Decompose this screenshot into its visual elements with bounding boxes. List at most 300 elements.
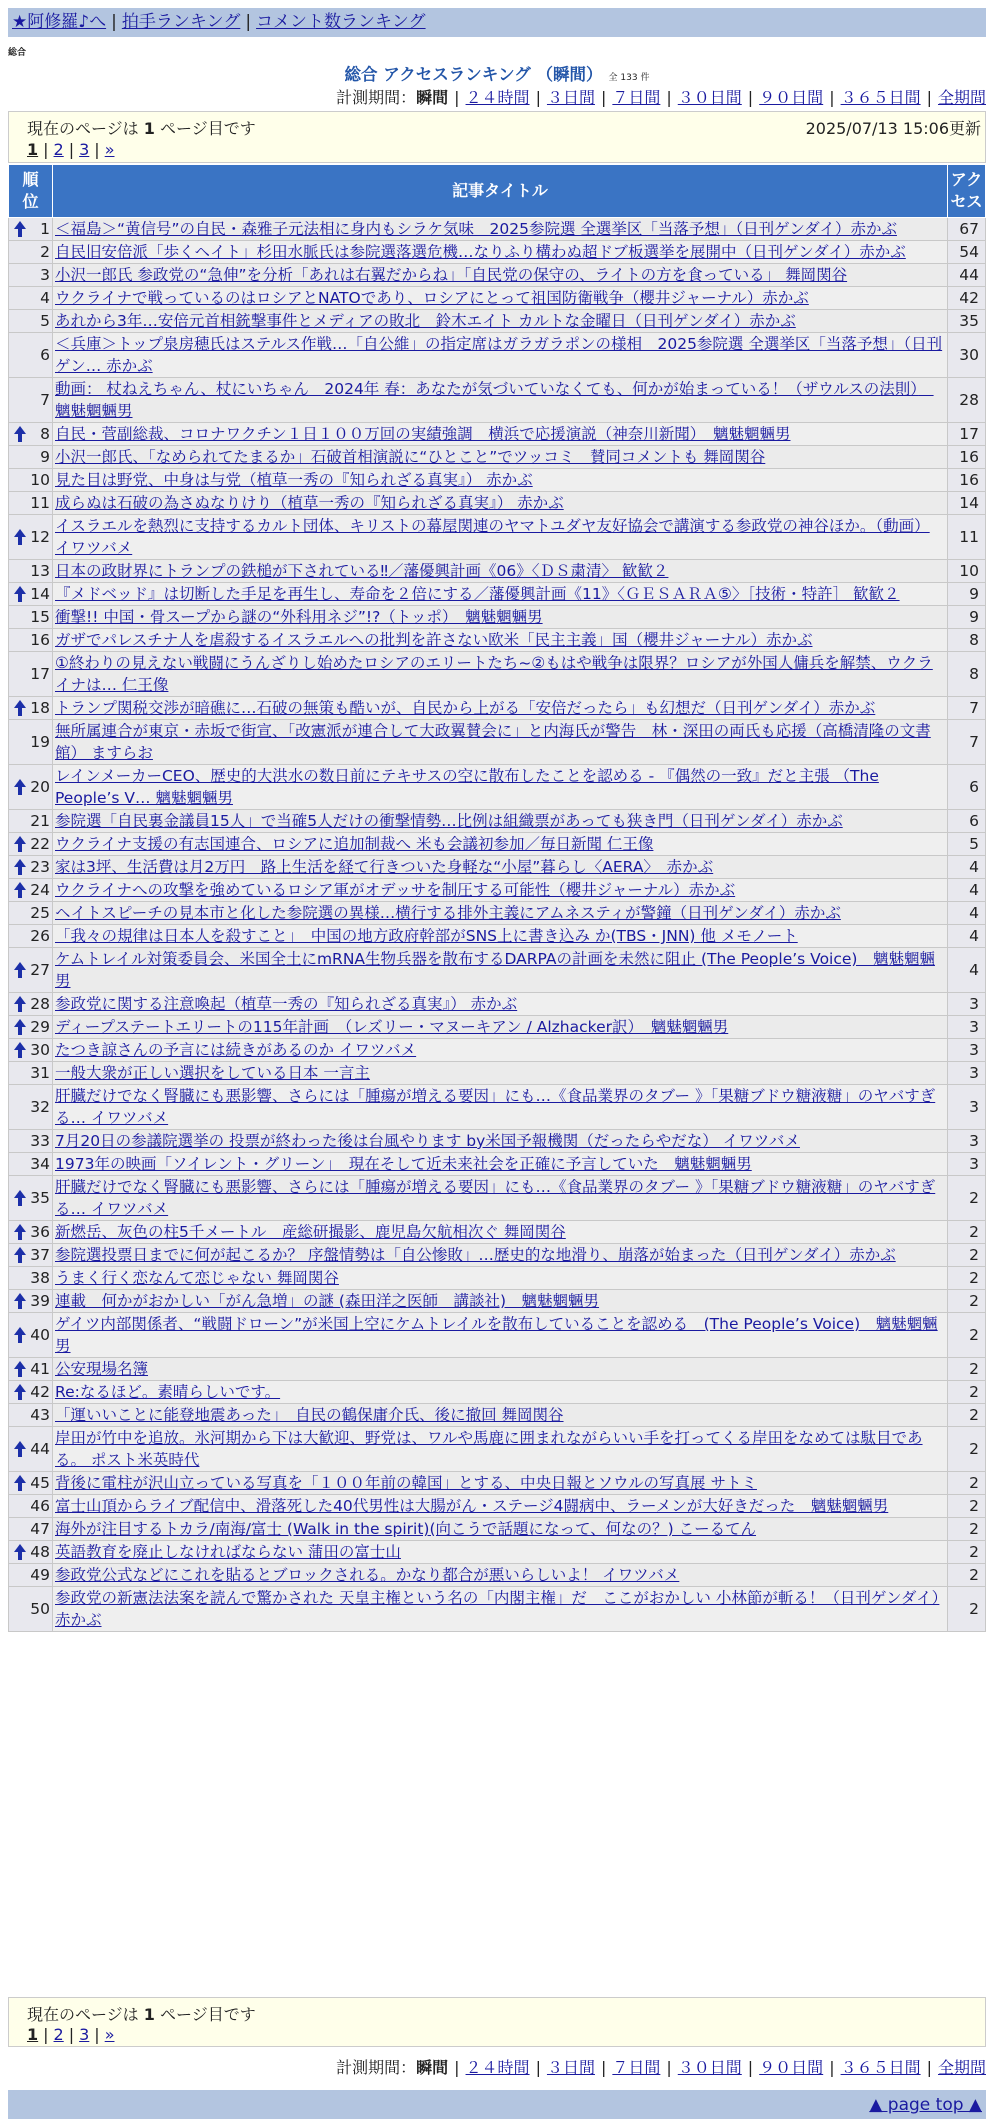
access-count: 3	[948, 1130, 986, 1153]
rank-number: 20	[30, 778, 50, 796]
rank-number: 22	[30, 835, 50, 853]
rank-cell	[9, 378, 53, 423]
rank-cell	[9, 583, 53, 606]
title-cell	[53, 1062, 948, 1085]
rank-up-arrow-icon	[13, 585, 27, 603]
period-link-6[interactable]: 全期間	[937, 2058, 986, 2077]
title-cell	[53, 697, 948, 720]
access-count: 5	[948, 833, 986, 856]
title-cell	[53, 993, 948, 1016]
period-link-3[interactable]: ３０日間	[677, 88, 742, 107]
page-link-1[interactable]: 2	[53, 140, 64, 159]
article-link[interactable]: ディープステートエリートの115年計画 （レズリー・マヌーキアン / Alzhacker訳） 魑魅魍魎男	[55, 1018, 729, 1036]
rank-number: 25	[30, 904, 50, 922]
page-link-3[interactable]: »	[104, 2025, 115, 2044]
access-count: 4	[948, 948, 986, 993]
title-cell	[53, 902, 948, 925]
rank-number: 37	[30, 1246, 50, 1264]
article-link[interactable]: たつき諒さんの予言には続きがあるのか イワツバメ	[55, 1041, 417, 1059]
comment-ranking-link[interactable]: コメント数ランキング	[256, 12, 426, 32]
rank-cell	[9, 1290, 53, 1313]
article-link[interactable]: Re:なるほど。素晴らしいです。	[55, 1383, 281, 1401]
table-row	[9, 1358, 986, 1381]
article-link[interactable]: 日本の政財界にトランプの鉄槌が下されている‼／藩優興計画《06》〈ＤＳ粛清〉 歓歓２	[55, 562, 669, 580]
access-count: 2	[948, 1221, 986, 1244]
page-link-3[interactable]: »	[104, 140, 115, 159]
article-link[interactable]: 肝臓だけでなく腎臓にも悪影響、さらには「腫瘍が増える要因」にも…《食品業界のタブー 》「果糖ブドウ糖液糖」のヤバすぎる… イワツバメ	[55, 1087, 936, 1127]
article-link[interactable]: 見た目は野党、中身は与党（植草一秀の『知られざる真実』） 赤かぶ	[55, 471, 533, 489]
rank-number: 39	[30, 1292, 50, 1310]
access-count: 4	[948, 925, 986, 948]
separator: |	[535, 2058, 541, 2077]
table-row	[9, 1062, 986, 1085]
table-row	[9, 1244, 986, 1267]
access-count: 2	[948, 1587, 986, 1632]
page-current-number: 1	[27, 2025, 39, 2044]
access-count: 2	[948, 1404, 986, 1427]
access-count: 7	[948, 697, 986, 720]
rank-cell	[9, 1267, 53, 1290]
access-count: 7	[948, 720, 986, 765]
table-row	[9, 810, 986, 833]
rank-up-arrow-icon	[13, 1474, 27, 1492]
separator: |	[94, 2025, 100, 2044]
page-link-2[interactable]: 3	[79, 2025, 90, 2044]
updated-time: 2025/07/13 15:06更新	[805, 119, 981, 138]
article-link[interactable]: ケムトレイル対策委員会、米国全土にmRNA生物兵器を散布するDARPAの計画を未然に阻止 (The People’s Voice) 魑魅魍魎男	[55, 950, 935, 990]
current-page-number: 1	[143, 119, 155, 138]
table-row	[9, 993, 986, 1016]
rank-up-arrow-icon	[13, 995, 27, 1013]
rank-cell	[9, 1221, 53, 1244]
table-row	[9, 310, 986, 333]
title-cell	[53, 241, 948, 264]
period-link-0[interactable]: ２４時間	[465, 88, 530, 107]
rank-up-arrow-icon	[13, 1292, 27, 1310]
access-count: 9	[948, 583, 986, 606]
current-page-prefix: 現在のページは	[27, 119, 144, 138]
article-link[interactable]: 参院選「自民裏金議員15人」で当確5人だけの衝撃情勢…比例は組織票があっても狭き門（日刊ゲンダイ）赤かぶ	[55, 812, 843, 830]
rank-up-arrow-icon	[13, 1246, 27, 1264]
applause-ranking-link[interactable]: 拍手ランキング	[121, 12, 241, 32]
title-cell	[53, 1085, 948, 1130]
rank-up-arrow-icon	[13, 1440, 27, 1458]
article-link[interactable]: ヘイトスピーチの見本市と化した参院選の異様…横行する排外主義にアムネスティが警鐘（日刊ゲンダイ）赤かぶ	[55, 904, 841, 922]
article-link[interactable]: 「運いいことに能登地震あった」 自民の鶴保庸介氏、後に撤回 舞岡関谷	[55, 1406, 564, 1424]
rank-number: 48	[30, 1543, 50, 1561]
table-row	[9, 1587, 986, 1632]
rank-up-arrow-icon	[13, 1543, 27, 1561]
access-count: 4	[948, 856, 986, 879]
separator: |	[666, 88, 672, 107]
top-nav	[8, 8, 986, 37]
rank-number: 35	[30, 1189, 50, 1207]
rank-cell	[9, 720, 53, 765]
title-cell	[53, 515, 948, 560]
article-link[interactable]: 動画： 杖ねえちゃん、杖にいちゃん 2024年 春：あなたが気づいていなくても、何かが始まっている！（ザウルスの法則） 魑魅魍魎男	[55, 380, 934, 420]
rank-cell	[9, 423, 53, 446]
rank-number: 21	[30, 812, 50, 830]
rank-up-arrow-icon	[13, 1189, 27, 1207]
table-row	[9, 446, 986, 469]
title-cell	[53, 765, 948, 810]
article-link[interactable]: ＜兵庫＞トップ泉房穂氏はステルス作戦…「自公維」の指定席はガラガラポンの様相 2025参院選 全選挙区「当落予想」（日刊ゲン… 赤かぶ	[55, 335, 943, 375]
access-count: 2	[948, 1381, 986, 1404]
rank-up-arrow-icon	[13, 220, 27, 238]
title-cell	[53, 1472, 948, 1495]
rank-cell	[9, 993, 53, 1016]
article-link[interactable]: 連載 何かがおかしい「がん急増」の謎 (森田洋之医師 講談社) 魑魅魍魎男	[55, 1292, 600, 1310]
page-top-link[interactable]: ▲ page top ▲	[869, 2095, 982, 2115]
separator: |	[829, 88, 835, 107]
title-cell	[53, 1495, 948, 1518]
title-cell	[53, 583, 948, 606]
title-cell	[53, 218, 948, 241]
rank-up-arrow-icon	[13, 528, 27, 546]
article-link[interactable]: イスラエルを熱烈に支持するカルト団体、キリストの幕屋関連のヤマトユダヤ友好協会で講演する参政党の神谷ほか。（動画） イワツバメ	[55, 517, 930, 557]
page-link-1[interactable]: 2	[53, 2025, 64, 2044]
current-page-number: 1	[143, 2005, 155, 2024]
table-row	[9, 925, 986, 948]
access-count: 3	[948, 1153, 986, 1176]
article-link[interactable]: 肝臓だけでなく腎臓にも悪影響、さらには「腫瘍が増える要因」にも…《食品業界のタブー 》「果糖ブドウ糖液糖」のヤバすぎる… イワツバメ	[55, 1178, 936, 1218]
article-link[interactable]: 背後に電柱が沢山立っている写真を「１００年前の韓国」とする、中央日報とソウルの写真展 サトミ	[55, 1474, 757, 1492]
period-link-3[interactable]: ３０日間	[677, 2058, 742, 2077]
title-cell	[53, 560, 948, 583]
rank-number: 46	[30, 1497, 50, 1515]
title-cell	[53, 856, 948, 879]
table-row	[9, 1153, 986, 1176]
title-cell	[53, 1313, 948, 1358]
rank-number: 13	[30, 562, 50, 580]
period-link-2[interactable]: ７日間	[612, 2058, 661, 2077]
rank-cell	[9, 1541, 53, 1564]
rank-number: 38	[30, 1269, 50, 1287]
rank-cell	[9, 1130, 53, 1153]
article-link[interactable]: 「我々の規律は日本人を殺すこと」 中国の地方政府幹部がSNS上に書き込み か(TBS・JNN) 他 メモノート	[55, 927, 798, 945]
access-count: 54	[948, 241, 986, 264]
access-count: 28	[948, 378, 986, 423]
article-link[interactable]: 参政党に関する注意喚起（植草一秀の『知られざる真実』） 赤かぶ	[55, 995, 518, 1013]
article-link[interactable]: レインメーカーCEO、歴史的大洪水の数日前にテキサスの空に散布したことを認める - 『偶然の一致』だと主張 （The People’s V… 魑魅魍魎男	[55, 767, 879, 807]
article-link[interactable]: ウクライナへの攻撃を強めているロシア軍がオデッサを制圧する可能性（櫻井ジャーナル）赤かぶ	[55, 881, 736, 899]
title-cell	[53, 720, 948, 765]
article-link[interactable]: 家は3坪、生活費は月2万円 路上生活を経て行きついた身軽な“小屋”暮らし〈AERA〉 赤かぶ	[55, 858, 714, 876]
rank-number: 50	[30, 1600, 50, 1618]
rank-number: 3	[40, 266, 50, 284]
access-count: 17	[948, 423, 986, 446]
title-cell	[53, 1290, 948, 1313]
article-link[interactable]: 1973年の映画「ソイレント・グリーン」 現在そして近未来社会を正確に予言していた 魑魅魍魎男	[55, 1155, 752, 1173]
article-link[interactable]: 参院選投票日までに何が起こるか？ 序盤情勢は「自公惨敗」…歴史的な地滑り、崩落が始まった（日刊ゲンダイ）赤かぶ	[55, 1246, 896, 1264]
access-count: 30	[948, 333, 986, 378]
page-link-2[interactable]: 3	[79, 140, 90, 159]
access-count: 8	[948, 652, 986, 697]
page-title	[0, 61, 994, 85]
access-count: 3	[948, 993, 986, 1016]
separator: |	[43, 140, 49, 159]
rank-up-arrow-icon	[13, 1018, 27, 1036]
rank-cell	[9, 1313, 53, 1358]
title-cell	[53, 1153, 948, 1176]
article-link[interactable]: ウクライナ支援の有志国連合、ロシアに追加制裁へ 米も会議初参加／毎日新聞 仁王像	[55, 835, 654, 853]
rank-cell	[9, 287, 53, 310]
rank-cell	[9, 1564, 53, 1587]
article-link[interactable]: 公安現場名簿	[55, 1360, 149, 1378]
table-row	[9, 1016, 986, 1039]
separator: |	[926, 2058, 932, 2077]
rank-number: 34	[30, 1155, 50, 1173]
title-cell	[53, 264, 948, 287]
rank-up-arrow-icon	[13, 778, 27, 796]
title-cell	[53, 1244, 948, 1267]
rank-number: 4	[40, 289, 50, 307]
article-link[interactable]: 衝撃!! 中国・骨スープから謎の“外科用ネジ”!?（トッポ） 魑魅魍魎男	[55, 608, 543, 626]
rank-cell	[9, 1427, 53, 1472]
rank-number: 49	[30, 1566, 50, 1584]
title-cell	[53, 1130, 948, 1153]
rank-cell	[9, 1587, 53, 1632]
rank-number: 27	[30, 961, 50, 979]
article-link[interactable]: 新燃岳、灰色の柱5千メートル 産総研撮影、鹿児島欠航相次ぐ 舞岡関谷	[55, 1223, 566, 1241]
access-count: 44	[948, 264, 986, 287]
title-cell	[53, 1541, 948, 1564]
article-link[interactable]: 英語教育を廃止しなければならない 蒲田の富士山	[55, 1543, 401, 1561]
table-row	[9, 515, 986, 560]
article-link[interactable]: ①終わりの見えない戦闘にうんざりし始めたロシアのエリートたち~②もはや戦争は限界？ロシアが外国人傭兵を解禁、ウクライナは… 仁王像	[55, 654, 933, 694]
current-page-prefix: 現在のページは	[27, 2005, 144, 2024]
access-count: 2	[948, 1176, 986, 1221]
rank-number: 24	[30, 881, 50, 899]
table-row	[9, 1290, 986, 1313]
title-cell	[53, 879, 948, 902]
rank-cell	[9, 1062, 53, 1085]
article-link[interactable]: 富士山頂からライブ配信中、滑落死した40代男性は大腸がん・ステージ4闘病中、ラーメンが大好きだった 魑魅魍魎男	[55, 1497, 889, 1515]
table-row	[9, 241, 986, 264]
article-link[interactable]: 小沢一郎氏 参政党の“急伸”を分析「あれは右翼だからね」「自民党の保守の、ライトの方を食っている」 舞岡関谷	[55, 266, 848, 284]
access-count: 9	[948, 606, 986, 629]
article-link[interactable]: ゲイツ内部関係者、“戦闘ドローン”が米国上空にケムトレイルを散布していることを認める (The People’s Voice) 魑魅魍魎男	[55, 1315, 938, 1355]
table-row	[9, 264, 986, 287]
header-rank	[9, 165, 53, 218]
article-link[interactable]: 参政党公式などにこれを貼るとブロックされる。かなり都合が悪いらしいよ！ イワツバメ	[55, 1566, 680, 1584]
period-label: 計測期間：	[336, 88, 417, 107]
separator: |	[926, 88, 932, 107]
rank-up-arrow-icon	[13, 425, 27, 443]
rank-up-arrow-icon	[13, 858, 27, 876]
rank-number: 17	[30, 665, 50, 683]
title-cell	[53, 1564, 948, 1587]
period-link-4[interactable]: ９０日間	[759, 2058, 824, 2077]
title-cell	[53, 310, 948, 333]
rank-number: 5	[40, 312, 50, 330]
title-cell	[53, 1039, 948, 1062]
rank-cell	[9, 810, 53, 833]
rank-cell	[9, 1518, 53, 1541]
title-cell	[53, 948, 948, 993]
table-row	[9, 606, 986, 629]
article-link[interactable]: 一般大衆が正しい選択をしている日本 一言主	[55, 1064, 370, 1082]
access-count: 14	[948, 492, 986, 515]
article-link[interactable]: あれから3年…安倍元首相銃撃事件とメディアの敗北 鈴木エイト カルトな金曜日（日刊ゲンダイ）赤かぶ	[55, 312, 796, 330]
separator: |	[94, 140, 100, 159]
rank-cell	[9, 765, 53, 810]
article-link[interactable]: うまく行く恋なんて恋じゃない 舞岡関谷	[55, 1269, 339, 1287]
period-current: 瞬間	[416, 2058, 449, 2077]
rank-cell	[9, 652, 53, 697]
title-cell	[53, 1016, 948, 1039]
access-count: 2	[948, 1518, 986, 1541]
rank-number: 1	[40, 220, 50, 238]
rank-cell	[9, 1495, 53, 1518]
rank-number: 41	[30, 1360, 50, 1378]
current-page-suffix: ページ目です	[154, 119, 256, 138]
article-link[interactable]: 無所属連合が東京・赤坂で街宣、「改憲派が連合して大政翼賛会に」と内海氏が警告 林・深田の両氏も応援（高橋清隆の文書館） ますらお	[55, 722, 931, 762]
article-link[interactable]: ウクライナで戦っているのはロシアとNATOであり、ロシアにとって祖国防衛戦争（櫻井ジャーナル）赤かぶ	[55, 289, 809, 307]
rank-cell	[9, 902, 53, 925]
rank-number: 6	[40, 346, 50, 364]
home-link[interactable]: ★阿修羅♪へ	[12, 12, 107, 32]
title-cell	[53, 1518, 948, 1541]
pagination	[27, 2025, 114, 2044]
rank-number: 16	[30, 631, 50, 649]
article-link[interactable]: 岸田が竹中を追放。氷河期から下は大歓迎、野党は、ワルや馬鹿に囲まれながらいい手を打ってくる岸田をなめては駄目である。 ポスト米英時代	[55, 1429, 923, 1469]
access-count: 2	[948, 1290, 986, 1313]
period-link-0[interactable]: ２４時間	[465, 2058, 530, 2077]
table-row	[9, 1039, 986, 1062]
table-row	[9, 218, 986, 241]
table-row	[9, 1495, 986, 1518]
rank-cell	[9, 560, 53, 583]
article-link[interactable]: ガザでパレスチナ人を虐殺するイスラエルへの批判を許さない欧米「民主主義」国（櫻井ジャーナル）赤かぶ	[55, 631, 813, 649]
rank-number: 47	[30, 1520, 50, 1538]
separator: |	[535, 88, 541, 107]
article-link[interactable]: 自民旧安倍派「歩くヘイト」杉田水脈氏は参院選落選危機…なりふり構わぬ超ドブ板選挙を展開中（日刊ゲンダイ）赤かぶ	[55, 243, 906, 261]
period-link-1[interactable]: ３日間	[546, 88, 595, 107]
access-count: 2	[948, 1267, 986, 1290]
period-link-1[interactable]: ３日間	[546, 2058, 595, 2077]
period-link-4[interactable]: ９０日間	[759, 88, 824, 107]
rank-number: 7	[40, 391, 50, 409]
table-row	[9, 1313, 986, 1358]
table-row	[9, 902, 986, 925]
article-link[interactable]: 成らぬは石破の為さぬなりけり（植草一秀の『知られざる真実』） 赤かぶ	[55, 494, 564, 512]
rank-cell	[9, 833, 53, 856]
table-row	[9, 378, 986, 423]
separator: |	[747, 88, 754, 107]
bottom-nav	[8, 2090, 986, 2119]
period-current: 瞬間	[416, 88, 449, 107]
access-count: 3	[948, 1062, 986, 1085]
separator: |	[68, 2025, 75, 2044]
table-row	[9, 469, 986, 492]
table-row	[9, 1267, 986, 1290]
article-link[interactable]: トランプ関税交渉が暗礁に…石破の無策も酷いが、自民から上がる「安倍だったら」も幻想だ（日刊ゲンダイ）赤かぶ	[55, 699, 876, 717]
separator: |	[600, 2058, 607, 2077]
rank-number: 43	[30, 1406, 50, 1424]
period-selector-bottom	[336, 2055, 986, 2078]
rank-up-arrow-icon	[13, 1360, 27, 1378]
article-link[interactable]: 海外が注目するトカラ/南海/富士 (Walk in the spirit)(向こうで話題になって、何なの？) こーるてん	[55, 1520, 757, 1538]
rank-number: 10	[30, 471, 50, 489]
rank-cell	[9, 606, 53, 629]
period-link-2[interactable]: ７日間	[612, 88, 661, 107]
separator: |	[666, 2058, 672, 2077]
rank-number: 33	[30, 1132, 50, 1150]
rank-number: 29	[30, 1018, 50, 1036]
header-access-line1: アク	[950, 170, 983, 189]
table-row	[9, 1085, 986, 1130]
title-cell	[53, 1267, 948, 1290]
title-cell	[53, 287, 948, 310]
rank-number: 40	[30, 1326, 50, 1344]
title-cell	[53, 378, 948, 423]
article-link[interactable]: ＜福島＞“黄信号”の自民・森雅子元法相に身内もシラケ気味 2025参院選 全選挙区「当落予想」（日刊ゲンダイ）赤かぶ	[55, 220, 897, 238]
article-link[interactable]: 小沢一郎氏、「なめられてたまるか」石破首相演説に“ひとこと”でツッコミ 賛同コメントも 舞岡関谷	[55, 448, 766, 466]
rank-cell	[9, 469, 53, 492]
period-link-5[interactable]: ３６５日間	[840, 2058, 921, 2077]
rank-cell	[9, 492, 53, 515]
rank-number: 44	[30, 1440, 50, 1458]
access-count: 4	[948, 879, 986, 902]
rank-up-arrow-icon	[13, 961, 27, 979]
table-row	[9, 287, 986, 310]
rank-number: 19	[30, 733, 50, 751]
rank-cell	[9, 264, 53, 287]
rank-up-arrow-icon	[13, 699, 27, 717]
title-cell	[53, 925, 948, 948]
table-row	[9, 1404, 986, 1427]
access-count: 2	[948, 1427, 986, 1472]
separator: |	[829, 2058, 835, 2077]
rank-cell	[9, 879, 53, 902]
page-current	[27, 140, 38, 159]
rank-number: 15	[30, 608, 50, 626]
article-link[interactable]: 参政党の新憲法法案を読んで驚かされた 天皇主権という名の「内閣主権」だ ここがおかしい 小林節が斬る！（日刊ゲンダイ）赤かぶ	[55, 1589, 940, 1629]
rank-cell	[9, 1039, 53, 1062]
page-current	[27, 2025, 38, 2044]
table-row	[9, 1518, 986, 1541]
rank-number: 14	[30, 585, 50, 603]
rank-cell	[9, 1176, 53, 1221]
period-link-5[interactable]: ３６５日間	[840, 88, 921, 107]
title-cell	[53, 1381, 948, 1404]
rank-cell	[9, 1404, 53, 1427]
table-row	[9, 1427, 986, 1472]
article-link[interactable]: 『メドベッド』は切断した手足を再生し、寿命を２倍にする／藩優興計画《11》〈ＧＥＳＡＲＡ⑤〉［技術・特許］ 歓歓２	[55, 585, 900, 603]
rank-cell	[9, 1244, 53, 1267]
article-link[interactable]: 7月20日の参議院選挙の 投票が終わった後は台風やります by米国予報機関（だったらやだな） イワツバメ	[55, 1132, 800, 1150]
access-count: 2	[948, 1313, 986, 1358]
rank-number: 31	[30, 1064, 50, 1082]
rank-cell	[9, 1085, 53, 1130]
title-cell	[53, 423, 948, 446]
title-cell	[53, 333, 948, 378]
header-title: 記事タイトル	[53, 165, 948, 218]
separator: |	[68, 140, 75, 159]
title-cell	[53, 833, 948, 856]
period-link-6[interactable]: 全期間	[937, 88, 986, 107]
title-cell	[53, 606, 948, 629]
access-count: 2	[948, 1244, 986, 1267]
title-cell	[53, 1404, 948, 1427]
table-row	[9, 583, 986, 606]
separator: |	[111, 12, 117, 32]
article-link[interactable]: 自民・菅副総裁、コロナワクチン１日１００万回の実績強調 横浜で応援演説（神奈川新聞） 魑魅魍魎男	[55, 425, 791, 443]
table-row	[9, 423, 986, 446]
title-cell	[53, 469, 948, 492]
access-count: 2	[948, 1358, 986, 1381]
